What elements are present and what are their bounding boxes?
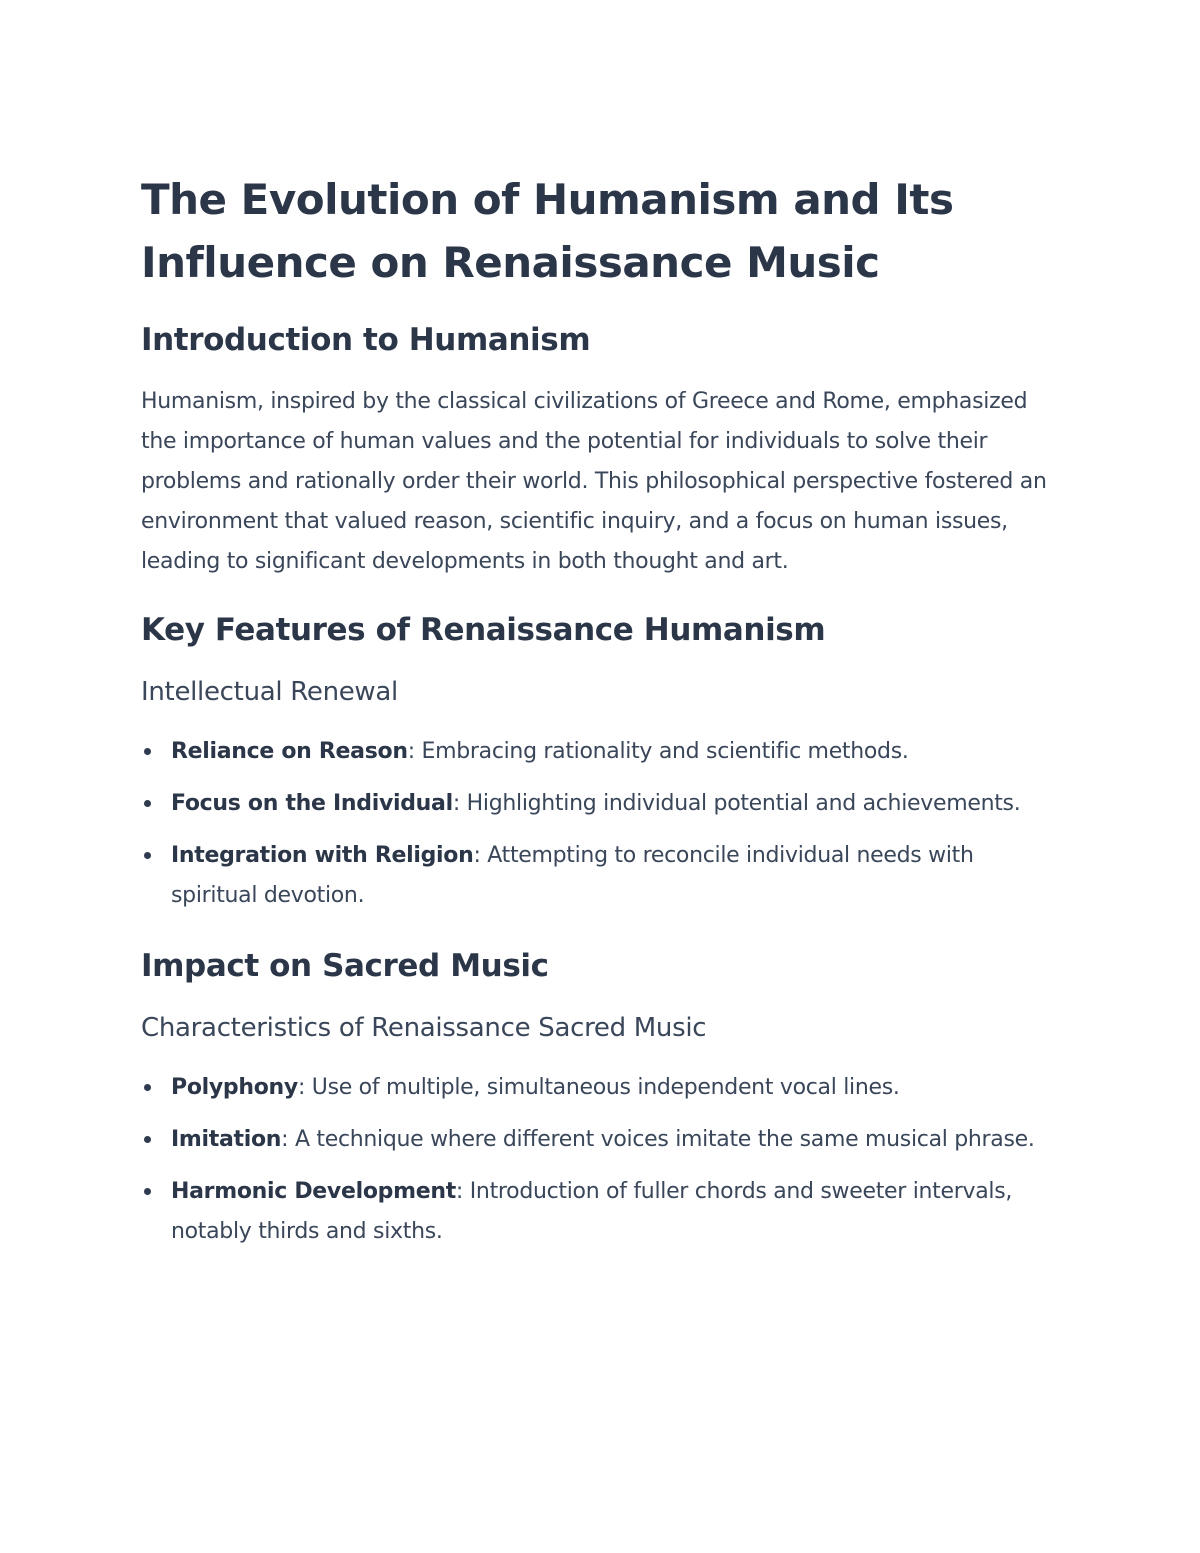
list-item-text: Embracing rationality and scientific methods. xyxy=(421,739,909,764)
bullet-icon xyxy=(144,800,151,807)
subheading-intellectual-renewal: Intellectual Renewal xyxy=(141,677,398,707)
bullet-list-intellectual-renewal xyxy=(141,732,1061,916)
bullet-icon xyxy=(144,748,151,755)
list-item-text: Use of multiple, simultaneous independent vocal lines. xyxy=(311,1075,900,1100)
list-item-text: Introduction of fuller chords and sweeter intervals, notably thirds and sixths. xyxy=(171,1179,1013,1244)
page-title: The Evolution of Humanism and Its Influence on Renaissance Music xyxy=(141,175,954,287)
list-item: Polyphony: Use of multiple, simultaneous independent vocal lines. xyxy=(141,1068,1061,1108)
list-item-text: Highlighting individual potential and achievements. xyxy=(466,791,1021,816)
bullet-icon xyxy=(144,852,151,859)
list-item-term: Focus on the Individual xyxy=(171,791,453,816)
list-item: Reliance on Reason: Embracing rationality and scientific methods. xyxy=(141,732,1061,772)
bullet-list-sacred-characteristics xyxy=(141,1068,1061,1252)
list-item-text: A technique where different voices imitate the same musical phrase. xyxy=(294,1127,1035,1152)
list-item-term: Imitation xyxy=(171,1127,282,1152)
list-item: Integration with Religion: Attempting to reconcile individual needs with spiritual devotion. xyxy=(141,836,1061,916)
section-heading-sacred-music: Impact on Sacred Music xyxy=(141,948,549,984)
bullet-icon xyxy=(144,1136,151,1143)
bullet-icon xyxy=(144,1084,151,1091)
intro-paragraph: Humanism, inspired by the classical civilizations of Greece and Rome, emphasized the importance of human values and the potential for individuals to solve their problems and rationally order their world. This philosophical perspective fostered an environment that valued reason, scientific inquiry, and a focus on human issues, leading to significant developments in both thought and art. xyxy=(141,389,1047,574)
list-item-term: Integration with Religion xyxy=(171,843,474,868)
list-item-text: Attempting to reconcile individual needs with spiritual devotion. xyxy=(171,843,974,908)
list-item: Harmonic Development: Introduction of fuller chords and sweeter intervals, notably thirds and sixths. xyxy=(141,1172,1061,1252)
list-item: Imitation: A technique where different voices imitate the same musical phrase. xyxy=(141,1120,1061,1160)
section-heading-introduction: Introduction to Humanism xyxy=(141,322,591,358)
section-heading-key-features: Key Features of Renaissance Humanism xyxy=(141,612,826,648)
list-item-term: Polyphony xyxy=(171,1075,298,1100)
subheading-sacred-characteristics: Characteristics of Renaissance Sacred Music xyxy=(141,1013,707,1043)
bullet-icon xyxy=(144,1188,151,1195)
list-item: Focus on the Individual: Highlighting individual potential and achievements. xyxy=(141,784,1061,824)
document-page xyxy=(141,168,1061,1252)
list-item-term: Reliance on Reason xyxy=(171,739,408,764)
list-item-term: Harmonic Development xyxy=(171,1179,456,1204)
